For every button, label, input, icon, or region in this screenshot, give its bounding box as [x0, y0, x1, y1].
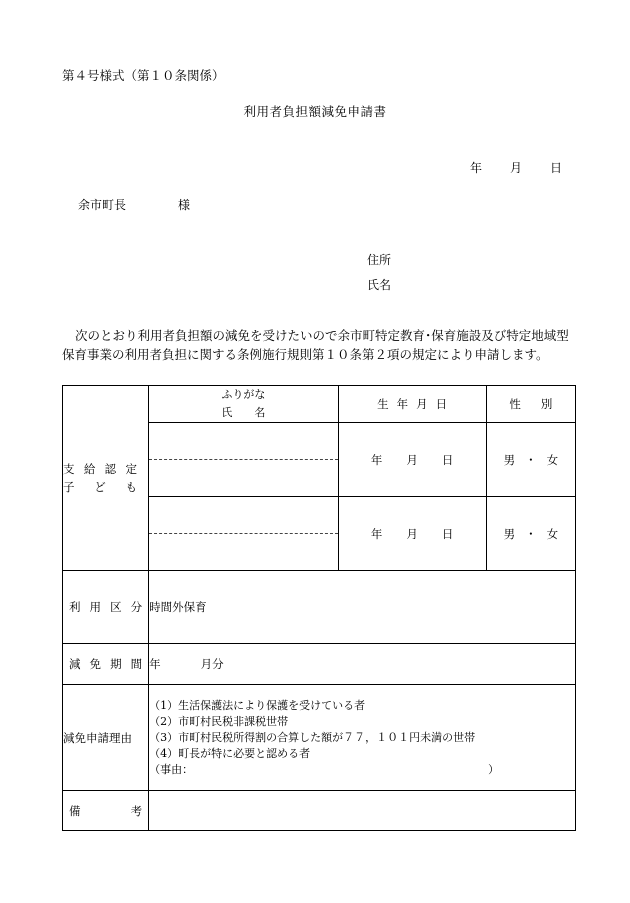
usage-value[interactable]: 時間外保育 — [149, 571, 576, 644]
header-sex-char: 性 — [509, 397, 521, 411]
remarks-label: 備 考 — [69, 803, 143, 818]
date-year-label: 年 — [470, 161, 483, 175]
reason-option-4[interactable]: （4）町長が特に必要と認める者 — [149, 746, 311, 760]
header-name-cell — [149, 386, 338, 423]
reason-other-close: ） — [488, 762, 500, 776]
name-field-2[interactable] — [149, 534, 337, 570]
child-label-char: も — [125, 480, 137, 494]
remarks-field[interactable] — [149, 791, 576, 831]
birth-year-label: 年 — [370, 452, 383, 467]
child-label-char: 認 — [104, 462, 117, 476]
child-label-cell — [63, 386, 149, 571]
header-birth-char: 日 — [435, 397, 448, 411]
sex-male-option[interactable]: 男 — [503, 526, 516, 541]
period-label-cell — [63, 644, 149, 685]
child-label — [63, 460, 148, 496]
usage-label-cell — [63, 571, 149, 644]
child-name-field-2[interactable] — [149, 497, 338, 571]
reason-other-field[interactable] — [149, 762, 499, 778]
form-number: 第４号様式（第１０条関係） — [62, 68, 225, 83]
birth-month-label: 月 — [406, 452, 418, 467]
applicant-name-label: 氏名 — [367, 278, 392, 292]
reason-option-1[interactable]: （1）生活保護法により保護を受けている者 — [149, 698, 366, 712]
child-label-char: 定 — [125, 462, 137, 476]
reason-row — [63, 685, 576, 791]
birthdate-field-2[interactable] — [338, 497, 486, 571]
remarks-label-cell — [63, 791, 149, 831]
reason-other-open: （事由： — [149, 762, 194, 776]
name-field-1[interactable] — [149, 460, 337, 496]
reason-label: 減免申請理由 — [63, 685, 149, 791]
furigana-field-1[interactable] — [149, 423, 337, 460]
header-sex-char: 別 — [540, 397, 553, 411]
addressee-honorific: 様 — [178, 198, 191, 212]
child-label-char: ど — [94, 480, 106, 494]
birth-year-label: 年 — [370, 526, 383, 541]
applicant-address-label: 住所 — [367, 253, 392, 267]
header-birth-char: 年 — [396, 397, 409, 411]
birth-month-label: 月 — [406, 526, 418, 541]
period-label: 減 免 期 間 — [69, 657, 143, 671]
document-title: 利用者負担額減免申請書 — [243, 104, 387, 119]
period-row — [63, 644, 576, 685]
period-month-label: 月分 — [200, 657, 224, 671]
table-header-row — [63, 386, 576, 423]
sex-male-option[interactable]: 男 — [503, 452, 516, 467]
header-sex-cell — [486, 386, 575, 423]
child-name-field-1[interactable] — [149, 423, 338, 497]
addressee — [78, 196, 190, 213]
birth-day-label: 日 — [441, 452, 454, 467]
reason-options[interactable] — [149, 685, 576, 791]
intro-text: 次のとおり利用者負担額の減免を受けたいので余市町特定教育･保育施設及び特定地域型保育事業の利用者負担に関する条例施行規則第１０条第２項の規定により申請します。 — [62, 328, 569, 362]
reason-option-2[interactable]: （2）市町村民税非課税世帯 — [149, 714, 289, 728]
date-month-label: 月 — [510, 161, 523, 175]
header-furigana: ふりがな — [221, 388, 266, 401]
header-birth-char: 月 — [416, 397, 428, 411]
date-line — [470, 159, 562, 176]
usage-row — [63, 571, 576, 644]
sex-female-option[interactable]: 女 — [546, 452, 559, 467]
remarks-row — [63, 791, 576, 831]
reason-option-3[interactable]: （3）市町村民税所得割の合算した額が７７，１０１円未満の世帯 — [149, 730, 476, 744]
child-label-char: 子 — [63, 480, 75, 494]
birth-day-label: 日 — [441, 526, 454, 541]
period-value[interactable] — [149, 644, 576, 685]
sex-field-1[interactable] — [486, 423, 575, 497]
date-day-label: 日 — [550, 161, 563, 175]
header-birth-cell — [338, 386, 486, 423]
header-birth-char: 生 — [377, 397, 389, 411]
birthdate-field-1[interactable] — [338, 423, 486, 497]
sex-separator: ・ — [525, 452, 537, 467]
sex-female-option[interactable]: 女 — [546, 526, 559, 541]
application-table — [62, 385, 576, 831]
header-name: 氏 名 — [221, 406, 266, 419]
child-label-char: 支 — [63, 462, 75, 476]
period-year-label: 年 — [149, 657, 161, 671]
addressee-name: 余市町長 — [78, 198, 127, 212]
sex-field-2[interactable] — [486, 497, 575, 571]
furigana-field-2[interactable] — [149, 497, 337, 534]
sex-separator: ・ — [525, 526, 537, 541]
child-label-char: 給 — [83, 462, 96, 476]
usage-label: 利 用 区 分 — [69, 600, 143, 614]
